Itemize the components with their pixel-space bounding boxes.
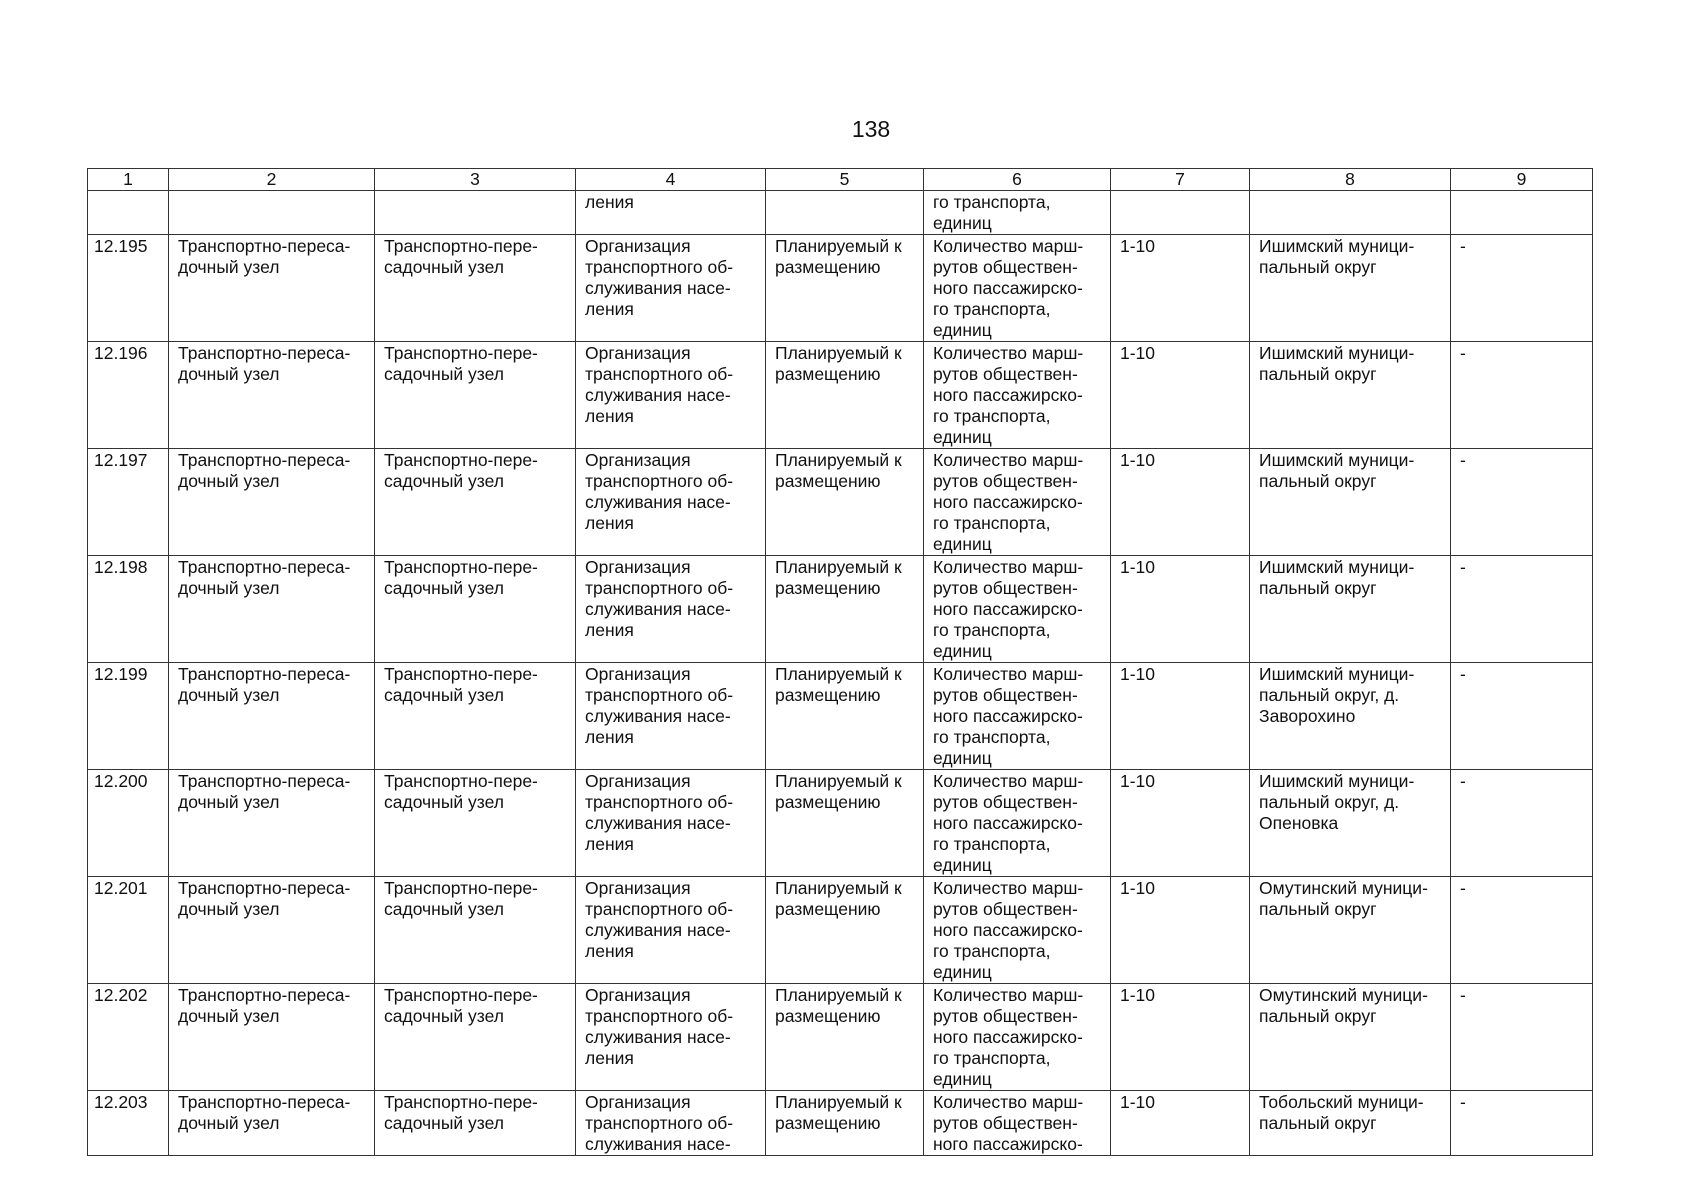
column-header: 9 xyxy=(1451,169,1593,191)
column-header: 4 xyxy=(576,169,766,191)
table-cell: Ишимский муници- пальный округ xyxy=(1250,342,1451,449)
table-cell: - xyxy=(1451,663,1593,770)
table-row xyxy=(88,449,1593,556)
table-cell: - xyxy=(1451,556,1593,663)
column-number-row xyxy=(88,169,1593,191)
table-cell: - xyxy=(1451,449,1593,556)
table-cell: Планируемый к размещению xyxy=(766,342,924,449)
table-cell: - xyxy=(1451,235,1593,342)
table-cell: Планируемый к размещению xyxy=(766,235,924,342)
column-header: 8 xyxy=(1250,169,1451,191)
table-cell: 12.197 xyxy=(88,449,169,556)
table-cell xyxy=(766,191,924,235)
table-cell xyxy=(375,191,576,235)
table-cell: Организация транспортного об- служивания насе- ления xyxy=(576,984,766,1091)
column-header: 5 xyxy=(766,169,924,191)
table-cell: 1-10 xyxy=(1111,449,1250,556)
table-cell: 1-10 xyxy=(1111,770,1250,877)
table-cell: Транспортно-переса- дочный узел xyxy=(169,877,375,984)
table-cell: Транспортно-переса- дочный узел xyxy=(169,770,375,877)
table-cell: Планируемый к размещению xyxy=(766,556,924,663)
table-cell: 12.203 xyxy=(88,1091,169,1156)
document-table xyxy=(87,168,1593,1156)
table-cell: Организация транспортного об- служивания насе- ления xyxy=(576,877,766,984)
table-cell: 1-10 xyxy=(1111,877,1250,984)
table-cell: - xyxy=(1451,877,1593,984)
table-cell xyxy=(1111,191,1250,235)
table-cell xyxy=(1451,191,1593,235)
table-cell: Планируемый к размещению xyxy=(766,663,924,770)
table-row xyxy=(88,877,1593,984)
table-cell: 12.199 xyxy=(88,663,169,770)
table-cell: Транспортно-пере- садочный узел xyxy=(375,449,576,556)
table-cell: Планируемый к размещению xyxy=(766,1091,924,1156)
table-cell: Количество марш- рутов обществен- ного пассажирско- го транспорта, единиц xyxy=(924,984,1111,1091)
table-cell: Организация транспортного об- служивания насе- ления xyxy=(576,342,766,449)
table-cell: 1-10 xyxy=(1111,663,1250,770)
table-cell: Количество марш- рутов обществен- ного пассажирско- го транспорта, единиц xyxy=(924,877,1111,984)
table-cell: Транспортно-пере- садочный узел xyxy=(375,1091,576,1156)
table-cell: Транспортно-пере- садочный узел xyxy=(375,235,576,342)
table-cell: Ишимский муници- пальный округ xyxy=(1250,449,1451,556)
column-header: 6 xyxy=(924,169,1111,191)
table-cell: Транспортно-переса- дочный узел xyxy=(169,663,375,770)
table-cell: Количество марш- рутов обществен- ного пассажирско- го транспорта, единиц xyxy=(924,556,1111,663)
table-row xyxy=(88,235,1593,342)
table-cell: 12.196 xyxy=(88,342,169,449)
table-cell: Количество марш- рутов обществен- ного пассажирско- го транспорта, единиц xyxy=(924,770,1111,877)
table-row xyxy=(88,342,1593,449)
table-cell: Ишимский муници- пальный округ xyxy=(1250,556,1451,663)
table-row xyxy=(88,1091,1593,1156)
table-cell: Организация транспортного об- служивания насе- ления xyxy=(576,770,766,877)
table-cell: 1-10 xyxy=(1111,1091,1250,1156)
table-cell: Омутинский муници- пальный округ xyxy=(1250,877,1451,984)
table-cell: Организация транспортного об- служивания насе- xyxy=(576,1091,766,1156)
table-cell: Транспортно-пере- садочный узел xyxy=(375,984,576,1091)
table-cell: Организация транспортного об- служивания насе- ления xyxy=(576,449,766,556)
table-cell: Ишимский муници- пальный округ, д. Заворохино xyxy=(1250,663,1451,770)
table-cell: Транспортно-пере- садочный узел xyxy=(375,877,576,984)
table-cell: Тобольский муници- пальный округ xyxy=(1250,1091,1451,1156)
table-cell xyxy=(88,191,169,235)
table-cell: 1-10 xyxy=(1111,556,1250,663)
table-row xyxy=(88,556,1593,663)
table-cell: Планируемый к размещению xyxy=(766,449,924,556)
table-cell: 12.202 xyxy=(88,984,169,1091)
table-cell: Омутинский муници- пальный округ xyxy=(1250,984,1451,1091)
table-cell: Количество марш- рутов обществен- ного пассажирско- го транспорта, единиц xyxy=(924,235,1111,342)
table-row xyxy=(88,663,1593,770)
table-cell: Планируемый к размещению xyxy=(766,770,924,877)
table-cell: Транспортно-переса- дочный узел xyxy=(169,556,375,663)
table-cell: - xyxy=(1451,1091,1593,1156)
column-header: 1 xyxy=(88,169,169,191)
table-cell: 1-10 xyxy=(1111,235,1250,342)
table-cell: ления xyxy=(576,191,766,235)
page-number: 138 xyxy=(851,116,891,142)
table-cell: Организация транспортного об- служивания насе- ления xyxy=(576,556,766,663)
table-cell: Транспортно-переса- дочный узел xyxy=(169,449,375,556)
table-cell: Планируемый к размещению xyxy=(766,877,924,984)
table-cell: Транспортно-пере- садочный узел xyxy=(375,663,576,770)
table-cell: - xyxy=(1451,984,1593,1091)
table-row-continued xyxy=(88,191,1593,235)
table-cell: 1-10 xyxy=(1111,342,1250,449)
table-cell: 12.200 xyxy=(88,770,169,877)
table-cell: Количество марш- рутов обществен- ного пассажирско- xyxy=(924,1091,1111,1156)
table-cell: Транспортно-пере- садочный узел xyxy=(375,342,576,449)
table-cell: Транспортно-переса- дочный узел xyxy=(169,235,375,342)
table-cell: Количество марш- рутов обществен- ного пассажирско- го транспорта, единиц xyxy=(924,663,1111,770)
table-cell: 1-10 xyxy=(1111,984,1250,1091)
table-cell: Транспортно-пере- садочный узел xyxy=(375,770,576,877)
column-header: 7 xyxy=(1111,169,1250,191)
table-cell: Планируемый к размещению xyxy=(766,984,924,1091)
table-cell: Ишимский муници- пальный округ, д. Опеновка xyxy=(1250,770,1451,877)
table-cell: Ишимский муници- пальный округ xyxy=(1250,235,1451,342)
table-cell xyxy=(1250,191,1451,235)
table-cell: 12.201 xyxy=(88,877,169,984)
table-row xyxy=(88,984,1593,1091)
table-cell: Количество марш- рутов обществен- ного пассажирско- го транспорта, единиц xyxy=(924,449,1111,556)
table-cell: 12.195 xyxy=(88,235,169,342)
table-cell xyxy=(169,191,375,235)
column-header: 2 xyxy=(169,169,375,191)
table-cell: 12.198 xyxy=(88,556,169,663)
table-cell: - xyxy=(1451,770,1593,877)
table-cell: Транспортно-пере- садочный узел xyxy=(375,556,576,663)
table-cell: Организация транспортного об- служивания насе- ления xyxy=(576,235,766,342)
column-header: 3 xyxy=(375,169,576,191)
table-cell: Количество марш- рутов обществен- ного пассажирско- го транспорта, единиц xyxy=(924,342,1111,449)
table-cell: - xyxy=(1451,342,1593,449)
table-cell: Организация транспортного об- служивания насе- ления xyxy=(576,663,766,770)
table-cell: Транспортно-переса- дочный узел xyxy=(169,984,375,1091)
table-cell: Транспортно-переса- дочный узел xyxy=(169,342,375,449)
table-row xyxy=(88,770,1593,877)
table-cell: го транспорта, единиц xyxy=(924,191,1111,235)
table-cell: Транспортно-переса- дочный узел xyxy=(169,1091,375,1156)
